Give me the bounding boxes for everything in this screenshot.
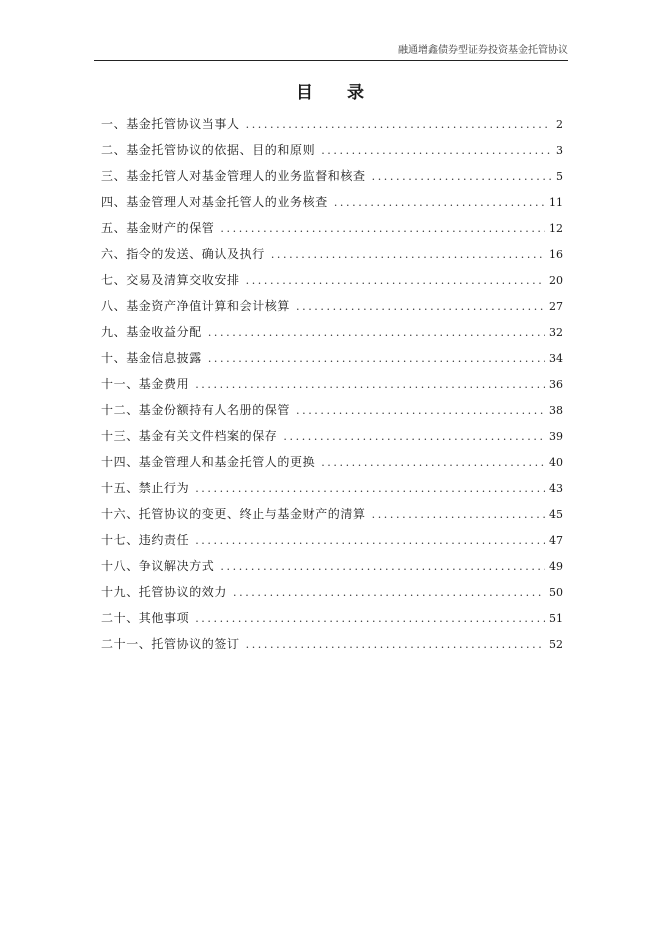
toc-entry-page: 5 (556, 170, 563, 183)
toc-entry[interactable] (101, 323, 563, 349)
toc-entry-page: 40 (549, 456, 563, 469)
toc-entry-label: 十四、基金管理人和基金托管人的更换 (101, 455, 316, 469)
toc-entry[interactable] (101, 453, 563, 479)
toc-entry-page: 27 (549, 300, 563, 313)
toc-entry[interactable] (101, 245, 563, 271)
toc-entry-label: 十二、基金份额持有人名册的保管 (101, 403, 291, 417)
toc-leader-dots (195, 610, 545, 628)
toc-entry-page: 2 (556, 118, 563, 131)
toc-leader-dots (246, 116, 551, 134)
toc-leader-dots (246, 636, 545, 654)
toc-entry-label: 十六、托管协议的变更、终止与基金财产的清算 (101, 507, 366, 521)
toc-entry-page: 39 (549, 430, 563, 443)
toc-entry[interactable] (101, 401, 563, 427)
toc-entry-page: 36 (549, 378, 563, 391)
toc-entry-label: 十八、争议解决方式 (101, 559, 215, 573)
toc-entry-page: 3 (556, 144, 563, 157)
toc-entry-page: 51 (549, 612, 563, 625)
toc-entry[interactable] (101, 427, 563, 453)
toc-entry-label: 十七、违约责任 (101, 533, 190, 547)
toc-leader-dots (208, 324, 545, 342)
toc-leader-dots (271, 246, 545, 264)
toc-entry[interactable] (101, 557, 563, 583)
toc-entry-page: 16 (549, 248, 563, 261)
toc-entry[interactable] (101, 193, 563, 219)
toc-entry-label: 九、基金收益分配 (101, 325, 202, 339)
toc-entry[interactable] (101, 141, 563, 167)
toc-leader-dots (372, 168, 551, 186)
toc-entry-page: 43 (549, 482, 563, 495)
toc-leader-dots (321, 142, 551, 160)
toc-title-part2: 录 (347, 83, 366, 103)
toc-leader-dots (208, 350, 545, 368)
toc-leader-dots (321, 454, 545, 472)
toc-entry-label: 二十一、托管协议的签订 (101, 637, 240, 651)
toc-entry-label: 十三、基金有关文件档案的保存 (101, 429, 278, 443)
toc-entry[interactable] (101, 219, 563, 245)
toc-entry-page: 12 (549, 222, 563, 235)
toc-entry-page: 32 (549, 326, 563, 339)
toc-entry-page: 49 (549, 560, 563, 573)
toc-entry[interactable] (101, 375, 563, 401)
toc-entry[interactable] (101, 531, 563, 557)
toc-entry[interactable] (101, 349, 563, 375)
toc-leader-dots (220, 220, 545, 238)
toc-entry-label: 五、基金财产的保管 (101, 221, 215, 235)
toc-entry[interactable] (101, 505, 563, 531)
toc-entry[interactable] (101, 167, 563, 193)
toc-leader-dots (220, 558, 545, 576)
toc-entry-label: 十一、基金费用 (101, 377, 190, 391)
toc-entry-page: 45 (549, 508, 563, 521)
toc-entry[interactable] (101, 271, 563, 297)
toc-entry-label: 十、基金信息披露 (101, 351, 202, 365)
toc-entry-label: 二、基金托管协议的依据、目的和原则 (101, 143, 316, 157)
toc-entry-label: 七、交易及清算交收安排 (101, 273, 240, 287)
toc-entry-page: 50 (549, 586, 563, 599)
toc-entry-label: 二十、其他事项 (101, 611, 190, 625)
toc-entry-label: 十五、禁止行为 (101, 481, 190, 495)
toc-entry[interactable] (101, 583, 563, 609)
toc-leader-dots (283, 428, 545, 446)
toc-leader-dots (233, 584, 545, 602)
toc-entry-label: 三、基金托管人对基金管理人的业务监督和核查 (101, 169, 366, 183)
toc-entry-page: 38 (549, 404, 563, 417)
toc-leader-dots (195, 376, 545, 394)
toc-entry[interactable] (101, 479, 563, 505)
toc-entry[interactable] (101, 297, 563, 323)
toc-leader-dots (246, 272, 545, 290)
toc-title-part1: 目 (296, 83, 315, 103)
toc-entry-label: 四、基金管理人对基金托管人的业务核查 (101, 195, 328, 209)
toc-entry-page: 34 (549, 352, 563, 365)
toc-entry[interactable] (101, 635, 563, 661)
toc-leader-dots (334, 194, 545, 212)
toc-title (0, 78, 662, 103)
running-header-title: 融通增鑫债券型证券投资基金托管协议 (398, 45, 568, 56)
toc-entry-label: 六、指令的发送、确认及执行 (101, 247, 265, 261)
toc-entry-page: 11 (549, 196, 563, 209)
toc-leader-dots (195, 480, 545, 498)
toc-leader-dots (296, 298, 545, 316)
toc-entry-page: 20 (549, 274, 563, 287)
toc-entry-label: 十九、托管协议的效力 (101, 585, 228, 599)
table-of-contents (101, 115, 563, 661)
toc-entry[interactable] (101, 609, 563, 635)
running-header (94, 44, 568, 61)
toc-leader-dots (372, 506, 545, 524)
toc-entry[interactable] (101, 115, 563, 141)
toc-entry-label: 八、基金资产净值计算和会计核算 (101, 299, 291, 313)
toc-entry-label: 一、基金托管协议当事人 (101, 117, 240, 131)
toc-leader-dots (296, 402, 545, 420)
toc-entry-page: 47 (549, 534, 563, 547)
toc-entry-page: 52 (549, 638, 563, 651)
toc-leader-dots (195, 532, 545, 550)
